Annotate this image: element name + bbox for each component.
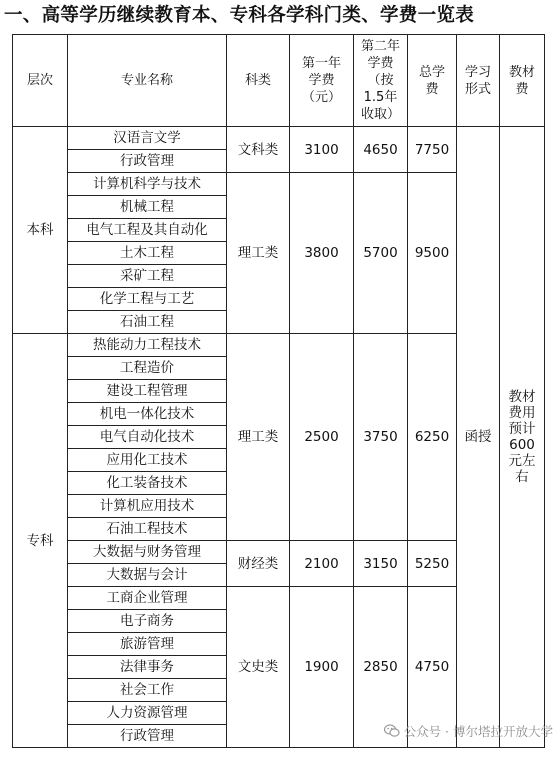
major-name-cell: 采矿工程 [68, 265, 227, 288]
watermark [384, 721, 553, 741]
category-cell: 理工类 [227, 334, 290, 541]
total-fee-cell: 7750 [408, 127, 457, 173]
textbook-fee-cell: 教材 费用 预计 600 元左 右 [500, 127, 545, 748]
major-name-cell: 化工装备技术 [68, 472, 227, 495]
fee-table [12, 34, 545, 748]
category-cell: 文史类 [227, 587, 290, 748]
major-name-cell: 工程造价 [68, 357, 227, 380]
fee-year2-cell: 2850 [354, 587, 408, 748]
major-name-cell: 石油工程 [68, 311, 227, 334]
header-fee-year1: 第一年 学费 （元） [290, 35, 354, 127]
fee-year2-cell: 3150 [354, 541, 408, 587]
category-cell: 财经类 [227, 541, 290, 587]
major-name-cell: 石油工程技术 [68, 518, 227, 541]
page-title: 一、高等学历继续教育本、专科各学科门类、学费一览表 [4, 5, 475, 26]
major-name-cell: 工商企业管理 [68, 587, 227, 610]
major-name-cell: 汉语言文学 [68, 127, 227, 150]
major-name-cell: 人力资源管理 [68, 702, 227, 725]
major-name-cell: 热能动力工程技术 [68, 334, 227, 357]
major-name-cell: 大数据与财务管理 [68, 541, 227, 564]
total-fee-cell: 6250 [408, 334, 457, 541]
major-name-cell: 化学工程与工艺 [68, 288, 227, 311]
major-name-cell: 计算机应用技术 [68, 495, 227, 518]
major-name-cell: 建设工程管理 [68, 380, 227, 403]
fee-year1-cell: 2500 [290, 334, 354, 541]
major-name-cell: 大数据与会计 [68, 564, 227, 587]
fee-year2-cell: 4650 [354, 127, 408, 173]
total-fee-cell: 9500 [408, 173, 457, 334]
major-name-cell: 行政管理 [68, 150, 227, 173]
header-fee-year2: 第二年 学费 （按 1.5年 收取） [354, 35, 408, 127]
header-textbook-fee: 教材 费 [500, 35, 545, 127]
watermark-text: 公众号 · 博尔塔拉开放大学 [403, 724, 553, 739]
fee-year2-cell: 3750 [354, 334, 408, 541]
major-name-cell: 电气自动化技术 [68, 426, 227, 449]
major-name-cell: 机械工程 [68, 196, 227, 219]
level-cell-benke: 本科 [13, 127, 68, 334]
major-name-cell: 电气工程及其自动化 [68, 219, 227, 242]
major-name-cell: 旅游管理 [68, 633, 227, 656]
major-name-cell: 应用化工技术 [68, 449, 227, 472]
major-name-cell: 机电一体化技术 [68, 403, 227, 426]
study-mode-cell: 函授 [457, 127, 500, 748]
major-name-cell: 行政管理 [68, 725, 227, 748]
header-major: 专业名称 [68, 35, 227, 127]
total-fee-cell: 5250 [408, 541, 457, 587]
fee-year1-cell: 1900 [290, 587, 354, 748]
header-category: 科类 [227, 35, 290, 127]
header-study-mode: 学习 形式 [457, 35, 500, 127]
header-level: 层次 [13, 35, 68, 127]
category-cell: 文科类 [227, 127, 290, 173]
header-total-fee: 总学 费 [408, 35, 457, 127]
header-row [13, 35, 545, 127]
fee-year1-cell: 3100 [290, 127, 354, 173]
major-name-cell: 社会工作 [68, 679, 227, 702]
major-name-cell: 计算机科学与技术 [68, 173, 227, 196]
fee-year1-cell: 2100 [290, 541, 354, 587]
total-fee-cell: 4750 [408, 587, 457, 748]
major-name-cell: 土木工程 [68, 242, 227, 265]
fee-year2-cell: 5700 [354, 173, 408, 334]
major-name-cell: 法律事务 [68, 656, 227, 679]
level-cell-zhuanke: 专科 [13, 334, 68, 748]
fee-year1-cell: 3800 [290, 173, 354, 334]
major-name-cell: 电子商务 [68, 610, 227, 633]
wechat-logo-icon [384, 724, 400, 738]
table-row [13, 127, 545, 150]
category-cell: 理工类 [227, 173, 290, 334]
